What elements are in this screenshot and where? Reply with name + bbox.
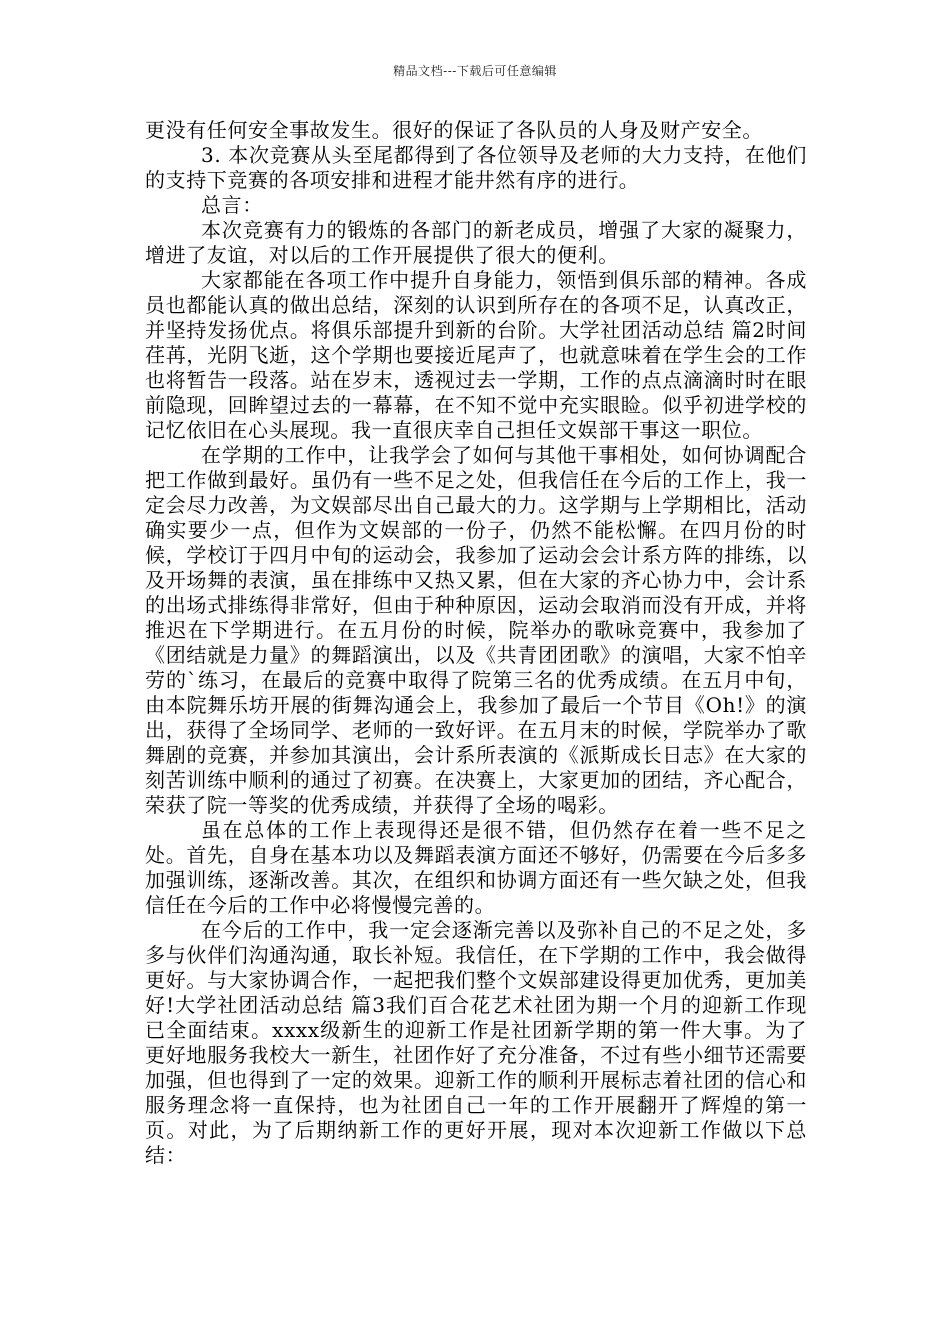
- paragraph-7: 虽在总体的工作上表现得还是很不错，但仍然存在着一些不足之处。首先，自身在基本功以及舞蹈表演方面还不够好，仍需要在今后多多加强训练，逐渐改善。其次，在组织和协调方面还有一些欠缺之处，但我信任在今后的工作中必将慢慢完善的。: [145, 818, 807, 917]
- paragraph-2: 3. 本次竞赛从头至尾都得到了各位领导及老师的大力支持，在他们的支持下竞赛的各项安排和进程才能井然有序的进行。: [145, 143, 807, 192]
- document-body: [145, 118, 807, 1168]
- paragraph-3: 总言：: [201, 193, 263, 217]
- page-header: 精品文档---下载后可任意编辑: [393, 64, 557, 78]
- paragraph-4: 本次竞赛有力的锻炼的各部门的新老成员，增强了大家的凝聚力，增进了友谊，对以后的工作开展提供了很大的便利。: [145, 218, 807, 267]
- paragraph-1: 更没有任何安全事故发生。很好的保证了各队员的人身及财产安全。: [145, 118, 763, 142]
- paragraph-5: 大家都能在各项工作中提升自身能力，领悟到俱乐部的精神。各成员也都能认真的做出总结，深刻的认识到所存在的各项不足，认真改正，并坚持发扬优点。将俱乐部提升到新的台阶。大学社团活动总结 篇2时间荏苒，光阴飞逝，这个学期也要接近尾声了，也就意味着在学生会的工作也将暂告一段落。站在岁末，透视过去一学期，工作的点点滴滴时时在眼前隐现，回眸望过去的一幕幕，在不知不觉中充实眼睑。似乎初进学校的记忆依旧在心头展现。我一直很庆幸自己担任文娱部干事这一职位。: [145, 268, 807, 442]
- paragraph-8: 在今后的工作中，我一定会逐渐完善以及弥补自己的不足之处，多多与伙伴们沟通沟通，取长补短。我信任，在下学期的工作中，我会做得更好。与大家协调合作，一起把我们整个文娱部建设得更加优秀，更加美好!大学社团活动总结 篇3我们百合花艺术社团为期一个月的迎新工作现已全面结束。xxxx级新生的迎新工作是社团新学期的第一件大事。为了更好地服务我校大一新生，社团作好了充分准备，不过有些小细节还需要加强，但也得到了一定的效果。迎新工作的顺利开展标志着社团的信心和服务理念将一直保持，也为社团自己一年的工作开展翻开了辉煌的第一页。对此，为了后期纳新工作的更好开展，现对本次迎新工作做以下总结：: [145, 918, 807, 1167]
- paragraph-6: 在学期的工作中，让我学会了如何与其他干事相处，如何协调配合把工作做到最好。虽仍有一些不足之处，但我信任在今后的工作上，我一定会尽力改善，为文娱部尽出自己最大的力。这学期与上学期相比，活动确实要少一点，但作为文娱部的一份子，仍然不能松懈。在四月份的时候，学校订于四月中旬的运动会，我参加了运动会会计系方阵的排练，以及开场舞的表演，虽在排练中又热又累，但在大家的齐心协力中，会计系的出场式排练得非常好，但由于种种原因，运动会取消而没有开成，并将推迟在下学期进行。在五月份的时候，院举办的歌咏竞赛中，我参加了《团结就是力量》的舞蹈演出，以及《共青团团歌》的演唱，大家不怕辛劳的`练习，在最后的竞赛中取得了院第三名的优秀成绩。在五月中旬，由本院舞乐坊开展的街舞沟通会上，我参加了最后一个节目《Oh!》的演出，获得了全场同学、老师的一致好评。在五月末的时候，学院举办了歌舞剧的竞赛，并参加其演出，会计系所表演的《派斯成长日志》在大家的刻苦训练中顺利的通过了初赛。在决赛上，大家更加的团结，齐心配合，荣获了院一等奖的优秀成绩，并获得了全场的喝彩。: [145, 443, 807, 817]
